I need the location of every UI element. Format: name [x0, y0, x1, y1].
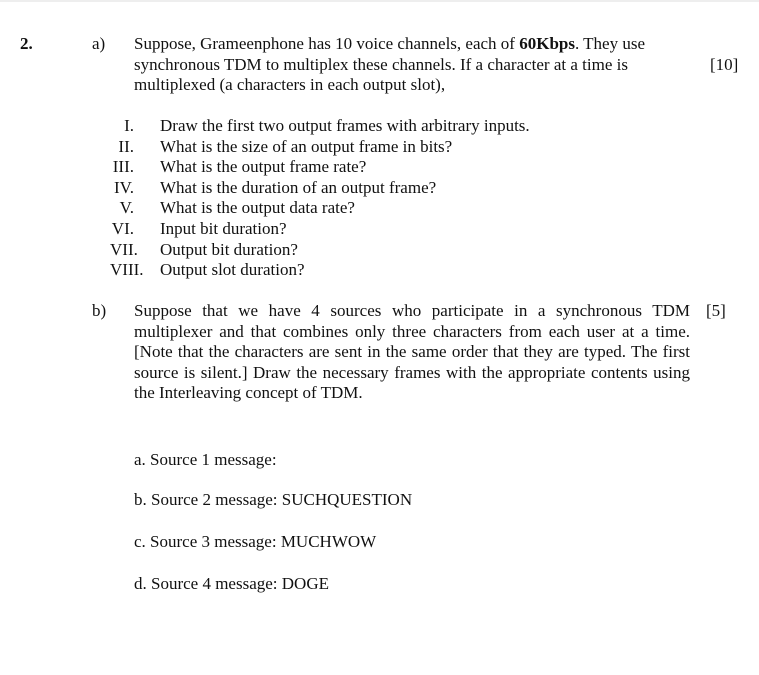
- sub-question: [110, 137, 530, 158]
- sub-question-text: Input bit duration?: [160, 218, 287, 238]
- sub-question: [110, 116, 530, 137]
- sub-question: [110, 178, 530, 199]
- sub-question-number: VI.: [111, 218, 134, 238]
- part-a-text-start: Suppose, Grameenphone has 10 voice channels, each of: [134, 34, 520, 53]
- sub-question: [110, 219, 530, 240]
- sub-question-text: What is the output frame rate?: [160, 157, 367, 177]
- source-1-message: a. Source 1 message:: [134, 450, 277, 469]
- sub-question-number: VII.: [110, 239, 138, 259]
- source-4-message: d. Source 4 message: DOGE: [134, 574, 329, 593]
- part-a-label: a): [92, 34, 106, 53]
- sub-question-list: [110, 116, 530, 281]
- sub-question-text: Output bit duration?: [160, 239, 298, 259]
- source-3-message: c. Source 3 message: MUCHWOW: [134, 532, 377, 551]
- sub-question-number: II.: [118, 136, 134, 156]
- sub-question: [110, 198, 530, 219]
- source-2-message: b. Source 2 message: SUCHQUESTION: [134, 490, 413, 509]
- page-top-edge: [0, 0, 759, 2]
- sub-question-text: Draw the first two output frames with arbitrary inputs.: [160, 116, 530, 135]
- sub-question: [110, 260, 530, 281]
- sub-question-number: III.: [112, 157, 134, 177]
- sub-question-text: What is the output data rate?: [160, 198, 355, 218]
- sub-question-text: What is the size of an output frame in bits?: [160, 136, 453, 156]
- sub-question-number: VIII.: [110, 260, 144, 280]
- sub-question-number: I.: [124, 116, 134, 135]
- part-b-marks: [5]: [706, 301, 726, 320]
- part-b-text: Suppose that we have 4 sources who participate in a synchronous TDM multiplexer and that combines only three characters from each user at a time. [Note that the characters are sent in the same order that they are typed. The first source is silent.] Draw the necessary frames with the appropriate contents using the Interleaving concept of TDM.: [134, 301, 690, 402]
- sub-question-text: What is the duration of an output frame?: [160, 177, 437, 197]
- sub-question-text: Output slot duration?: [160, 260, 305, 280]
- sub-question: [110, 157, 530, 178]
- sub-question: [110, 240, 530, 261]
- part-a-text: [134, 34, 694, 96]
- sub-question-number: V.: [119, 198, 134, 218]
- part-a-marks: [10]: [710, 55, 739, 74]
- question-number: 2.: [20, 34, 33, 53]
- part-b-label: b): [92, 301, 107, 320]
- part-a-text-end: . They use synchronous TDM to multiplex these channels. If a character at a time is multiplexed (a characters in each output slot),: [134, 34, 646, 94]
- sub-question-number: IV.: [114, 177, 134, 197]
- part-a-bold-rate: 60Kbps: [519, 34, 575, 53]
